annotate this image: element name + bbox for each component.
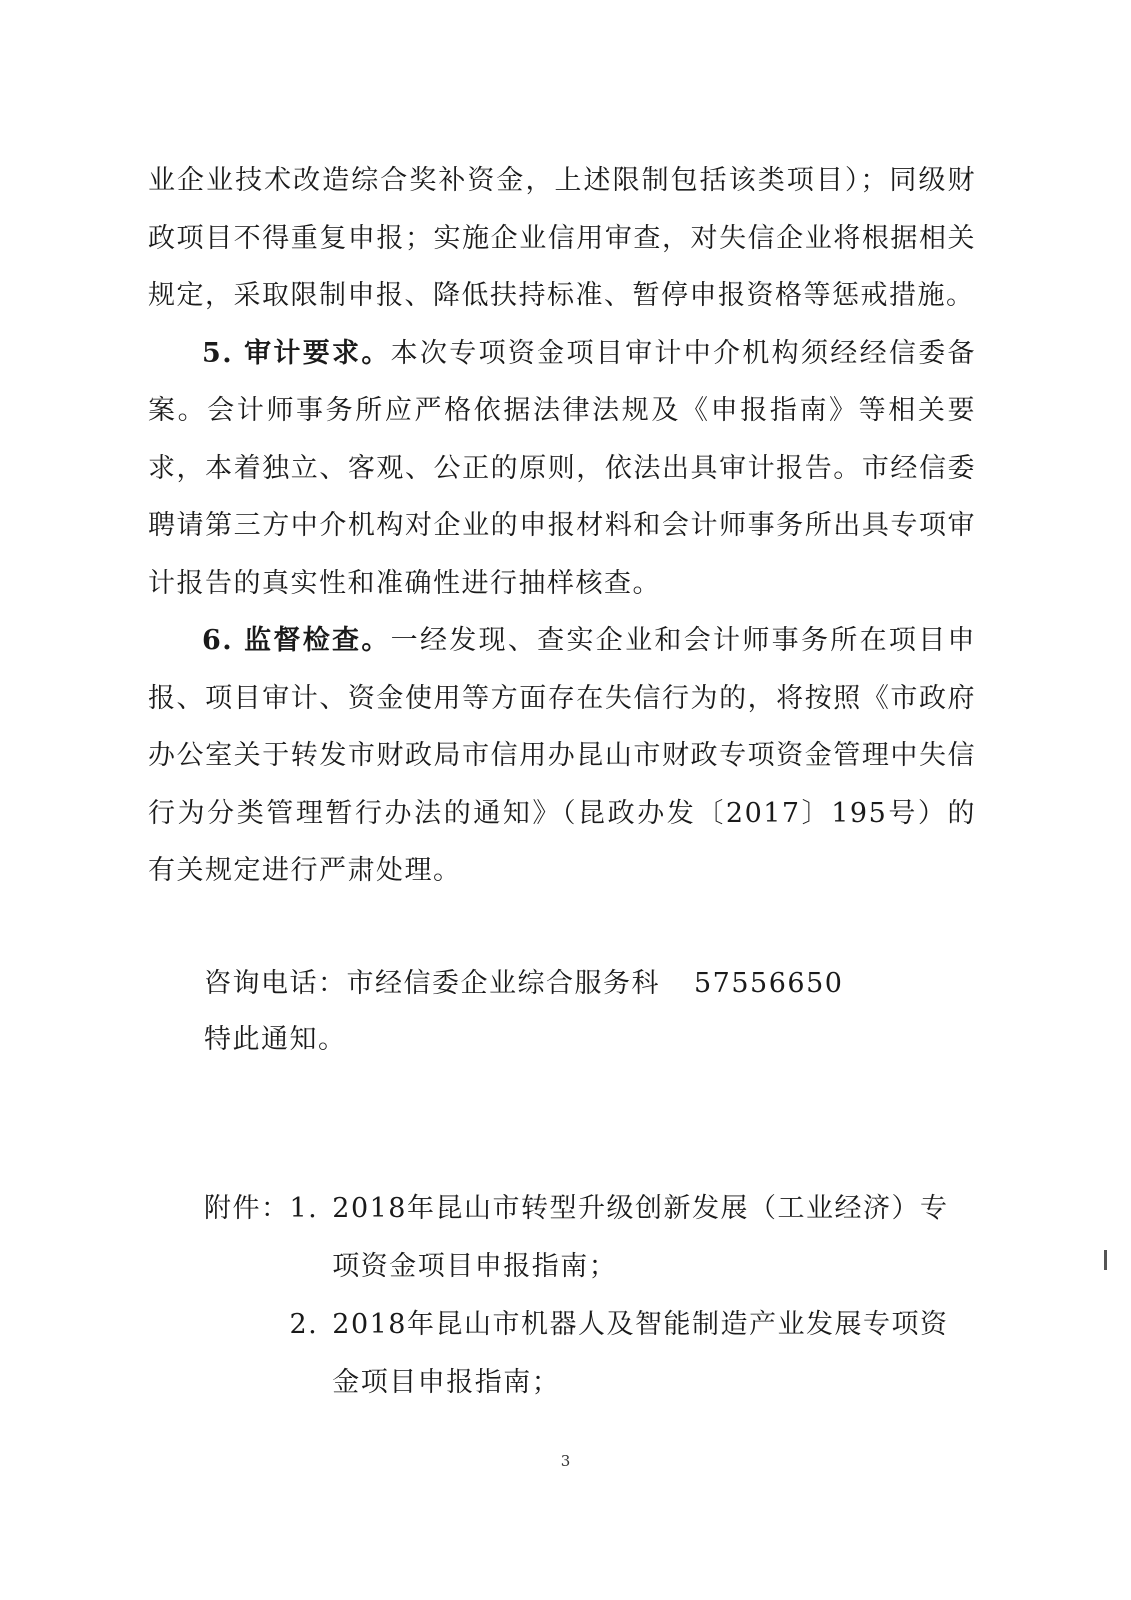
section-6-paragraph [148,612,976,900]
section-6-text: 一经发现、查实企业和会计师事务所在项目申报、项目审计、资金使用等方面存在失信行为的，将按照《市政府办公室关于转发市财政局市信用办昆山市财政专项资金管理中失信行为分类管理暂行办法的通知》（昆政办发〔2017〕195号）的有关规定进行严肃处理。 [148,625,977,886]
attachment-title: 2018年昆山市机器人及智能制造产业发展专项资金项目申报指南； [332,1309,949,1398]
section-6-number: 6. [202,625,234,656]
document-body [148,152,976,900]
contact-label: 咨询电话： [204,968,347,999]
section-5-number: 5. [202,337,234,369]
section-6-heading: 监督检查。 [244,625,391,656]
section-5-text: 本次专项资金项目审计中介机构须经经信委备案。会计师事务所应严格依据法律法规及《申报指南》等相关要求，本着独立、客观、公正的原则，依法出具审计报告。市经信委聘请第三方中介机构对企业的申报材料和会计师事务所出具专项审计报告的真实性和准确性进行抽样核查。 [148,337,977,599]
contact-line [204,955,843,1013]
attachment-number: 1. [289,1193,319,1224]
attachment-number: 2. [289,1309,319,1340]
contact-phone: 57556650 [694,968,844,999]
closing-line: 特此通知。 [204,1024,347,1055]
section-5-heading: 审计要求。 [244,337,391,369]
attachments-label: 附件： [204,1193,290,1224]
contact-department: 市经信委企业综合服务科 [346,968,660,999]
attachment-title: 2018年昆山市转型升级创新发展（工业经济）专项资金项目申报指南； [332,1193,949,1282]
paragraph-continuation: 业企业技术改造综合奖补资金，上述限制包括该类项目）；同级财政项目不得重复申报；实施企业信用审查，对失信企业将根据相关规定，采取限制申报、降低扶持标准、暂停申报资格等惩戒措施。 [148,165,976,311]
section-5-paragraph [148,325,976,613]
page-number: 3 [560,1452,571,1470]
attachment-item [290,1296,977,1412]
attachment-item [290,1180,977,1296]
scan-edge-mark [1104,1250,1107,1270]
attachments-block [204,1180,976,1412]
